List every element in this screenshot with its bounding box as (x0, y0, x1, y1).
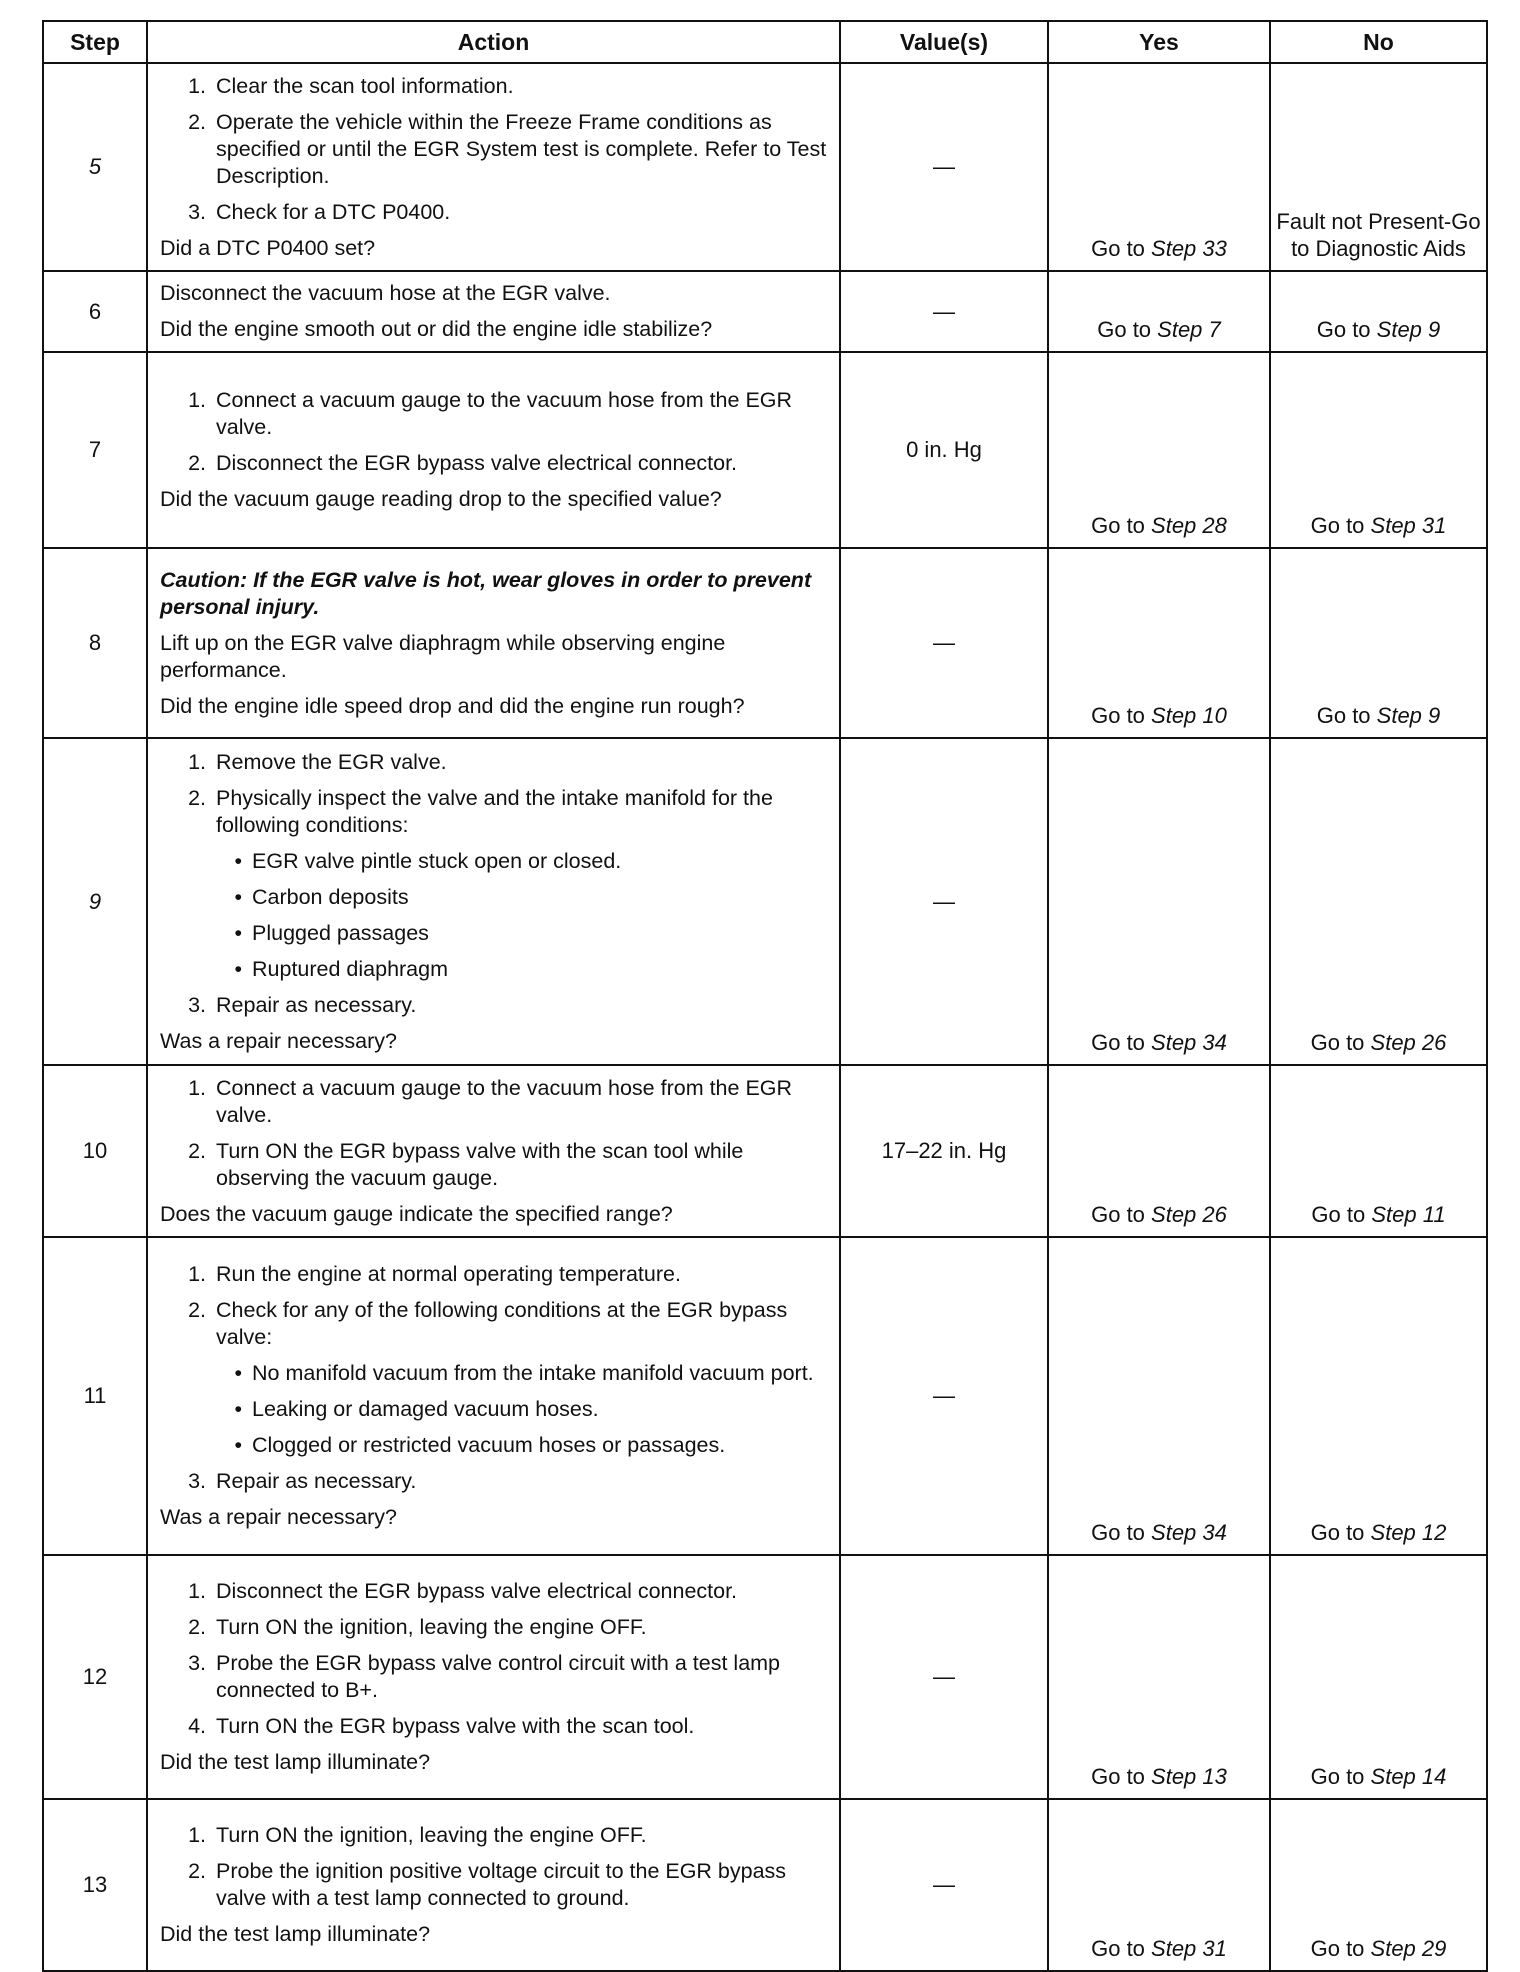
no-goto-step: Step 26 (1370, 1030, 1447, 1055)
instruction-number: 3. (188, 199, 206, 224)
value-cell: — (840, 271, 1048, 352)
instruction-text: Connect a vacuum gauge to the vacuum hose from the EGR valve. (216, 388, 793, 439)
action-cell (147, 1799, 840, 1971)
instruction-text: Physically inspect the valve and the intake manifold for the following conditions: (216, 785, 773, 837)
bullet-text: No manifold vacuum from the intake manifold vacuum port. (252, 1361, 814, 1385)
action-cell (147, 352, 840, 548)
no-cell (1270, 1065, 1487, 1237)
bullet-text: Plugged passages (252, 920, 429, 945)
bullet-item (160, 884, 829, 911)
table-row (43, 1799, 1487, 1971)
bullet-icon: • (234, 1361, 242, 1385)
question-text: Was a repair necessary? (160, 1028, 397, 1053)
instruction-number: 1. (188, 1075, 206, 1100)
numbered-instruction (160, 992, 829, 1019)
instruction-number: 1. (188, 1823, 206, 1847)
header-yes: Yes (1048, 21, 1270, 63)
numbered-instruction (160, 109, 829, 190)
bullet-icon: • (234, 920, 242, 945)
no-goto-prefix: Go to (1310, 1764, 1371, 1789)
yes-goto-step: Step 10 (1151, 703, 1227, 728)
table-row (43, 1555, 1487, 1799)
no-cell (1270, 352, 1487, 548)
yes-cell (1048, 548, 1270, 738)
yes-goto-step: Step 33 (1151, 236, 1227, 261)
header-step: Step (43, 21, 147, 63)
instruction-text: Connect a vacuum gauge to the vacuum hose from the EGR valve. (216, 1075, 793, 1127)
numbered-instruction (160, 387, 829, 441)
instruction-text: Probe the EGR bypass valve control circuit with a test lamp connected to B+. (216, 1651, 781, 1702)
yes-goto-prefix: Go to (1091, 1202, 1152, 1227)
instruction-text: Check for any of the following conditions at the EGR bypass valve: (216, 1298, 788, 1349)
step-number: 9 (43, 738, 147, 1065)
instruction-number: 2. (188, 1859, 206, 1883)
instruction-text: Disconnect the EGR bypass valve electrical connector. (216, 1579, 738, 1603)
instruction-text: Clear the scan tool information. (216, 73, 514, 98)
no-cell (1270, 548, 1487, 738)
yes-goto-step: Step 26 (1151, 1202, 1227, 1227)
no-goto-step: Step 14 (1370, 1764, 1447, 1789)
numbered-instruction (160, 1858, 829, 1912)
instruction-text: Disconnect the vacuum hose at the EGR valve. (160, 281, 611, 305)
step-number: 13 (43, 1799, 147, 1971)
no-goto-prefix: Go to (1316, 703, 1377, 728)
instruction-number: 2. (188, 1298, 206, 1322)
question-text: Did the test lamp illuminate? (160, 1750, 431, 1774)
bullet-icon: • (234, 848, 242, 873)
instruction-text: Turn ON the EGR bypass valve with the scan tool while observing the vacuum gauge. (216, 1138, 744, 1190)
step-number: 10 (43, 1065, 147, 1237)
yes-goto-step: Step 34 (1151, 1520, 1227, 1545)
yes-cell (1048, 352, 1270, 548)
bullet-item (160, 848, 829, 875)
value-cell: — (840, 548, 1048, 738)
yes-cell (1048, 738, 1270, 1065)
yes-goto-prefix: Go to (1091, 1936, 1152, 1961)
numbered-instruction (160, 1297, 829, 1351)
numbered-instruction (160, 450, 829, 477)
numbered-instruction (160, 1713, 829, 1740)
numbered-instruction (160, 1075, 829, 1129)
yes-goto-prefix: Go to (1091, 1030, 1152, 1055)
instruction-number: 4. (188, 1714, 206, 1738)
instruction-number: 2. (188, 109, 206, 134)
table-row (43, 1237, 1487, 1555)
instruction-text: Run the engine at normal operating temperature. (216, 1262, 681, 1286)
action-cell (147, 1237, 840, 1555)
yes-cell (1048, 1237, 1270, 1555)
table-row (43, 63, 1487, 271)
yes-goto-step: Step 34 (1151, 1030, 1227, 1055)
no-cell (1270, 738, 1487, 1065)
no-goto-prefix: Go to (1311, 1202, 1372, 1227)
value-cell: 0 in. Hg (840, 352, 1048, 548)
yes-goto-prefix: Go to (1091, 1520, 1152, 1545)
numbered-instruction (160, 785, 829, 839)
instruction-number: 1. (188, 1579, 206, 1603)
instruction-number: 3. (188, 1651, 206, 1675)
instruction-text: Operate the vehicle within the Freeze Frame conditions as specified or until the EGR System test is complete. Refer to Test Description. (216, 109, 827, 188)
no-goto-prefix: Go to (1316, 317, 1377, 342)
instruction-number: 1. (188, 1262, 206, 1286)
instruction-number: 2. (188, 785, 206, 810)
step-number: 6 (43, 271, 147, 352)
yes-cell (1048, 63, 1270, 271)
no-goto-step: Step 29 (1370, 1936, 1447, 1961)
bullet-text: Leaking or damaged vacuum hoses. (252, 1397, 599, 1421)
bullet-item (160, 956, 829, 983)
numbered-instruction (160, 749, 829, 776)
step-number: 8 (43, 548, 147, 738)
numbered-instruction (160, 1261, 829, 1288)
no-cell (1270, 1799, 1487, 1971)
numbered-instruction (160, 1614, 829, 1641)
instruction-text: Probe the ignition positive voltage circuit to the EGR bypass valve with a test lamp connected to ground. (216, 1859, 787, 1910)
step-number: 11 (43, 1237, 147, 1555)
no-cell (1270, 1237, 1487, 1555)
yes-goto-prefix: Go to (1097, 317, 1158, 342)
no-goto-prefix: Go to (1310, 1030, 1371, 1055)
action-cell (147, 1065, 840, 1237)
question-text: Did the engine smooth out or did the engine idle stabilize? (160, 317, 713, 341)
bullet-item (160, 1396, 829, 1423)
yes-cell (1048, 271, 1270, 352)
numbered-instruction (160, 1468, 829, 1495)
instruction-number: 1. (188, 749, 206, 774)
header-action: Action (147, 21, 840, 63)
numbered-instruction (160, 73, 829, 100)
numbered-instruction (160, 199, 829, 226)
table-row (43, 738, 1487, 1065)
bullet-item (160, 1360, 829, 1387)
table-row (43, 1065, 1487, 1237)
table-row (43, 352, 1487, 548)
instruction-number: 2. (188, 1615, 206, 1639)
instruction-text: Repair as necessary. (216, 1469, 417, 1493)
no-goto-prefix: Go to (1310, 1936, 1371, 1961)
step-number: 12 (43, 1555, 147, 1799)
yes-goto-step: Step 31 (1151, 1936, 1227, 1961)
instruction-number: 1. (188, 73, 206, 98)
yes-goto-step: Step 7 (1157, 317, 1221, 342)
instruction-text: Lift up on the EGR valve diaphragm while observing engine performance. (160, 630, 726, 682)
question-text: Did the engine idle speed drop and did the engine run rough? (160, 693, 745, 718)
action-cell (147, 738, 840, 1065)
no-goto-step: Step 9 (1376, 703, 1441, 728)
step-number: 7 (43, 352, 147, 548)
yes-goto-prefix: Go to (1091, 1764, 1152, 1789)
table-body (43, 63, 1487, 1971)
action-cell (147, 548, 840, 738)
bullet-icon: • (234, 1433, 242, 1457)
bullet-icon: • (234, 1397, 242, 1421)
no-cell (1270, 63, 1487, 271)
no-goto-step: Step 11 (1371, 1202, 1446, 1227)
no-cell (1270, 271, 1487, 352)
action-cell (147, 1555, 840, 1799)
header-no: No (1270, 21, 1487, 63)
instruction-text: Turn ON the ignition, leaving the engine OFF. (216, 1615, 647, 1639)
table-row (43, 548, 1487, 738)
no-goto-prefix: Go to (1310, 1520, 1371, 1545)
instruction-text: Turn ON the ignition, leaving the engine OFF. (216, 1823, 647, 1847)
instruction-number: 3. (188, 1469, 206, 1493)
instruction-text: Turn ON the EGR bypass valve with the scan tool. (216, 1714, 695, 1738)
yes-goto-step: Step 28 (1151, 513, 1227, 538)
value-cell: — (840, 1799, 1048, 1971)
instruction-text: Disconnect the EGR bypass valve electrical connector. (216, 451, 738, 475)
question-text: Did the test lamp illuminate? (160, 1922, 431, 1946)
yes-cell (1048, 1555, 1270, 1799)
header-row (43, 21, 1487, 63)
question-text: Does the vacuum gauge indicate the specified range? (160, 1201, 673, 1226)
no-goto-step: Step 31 (1370, 513, 1447, 538)
bullet-text: Carbon deposits (252, 884, 409, 909)
no-cell (1270, 1555, 1487, 1799)
value-cell: 17–22 in. Hg (840, 1065, 1048, 1237)
question-text: Was a repair necessary? (160, 1505, 397, 1529)
table-row (43, 271, 1487, 352)
numbered-instruction (160, 1822, 829, 1849)
action-cell (147, 63, 840, 271)
bullet-item (160, 1432, 829, 1459)
action-cell (147, 271, 840, 352)
numbered-instruction (160, 1650, 829, 1704)
value-cell: — (840, 63, 1048, 271)
numbered-instruction (160, 1578, 829, 1605)
question-text: Did the vacuum gauge reading drop to the specified value? (160, 487, 722, 511)
instruction-number: 2. (188, 1138, 206, 1163)
bullet-icon: • (234, 956, 242, 981)
question-text: Did a DTC P0400 set? (160, 235, 376, 260)
instruction-number: 2. (188, 451, 206, 475)
bullet-text: EGR valve pintle stuck open or closed. (252, 848, 622, 873)
value-cell: — (840, 1555, 1048, 1799)
instruction-number: 1. (188, 388, 206, 412)
diagnostic-table (42, 20, 1488, 1972)
yes-cell (1048, 1065, 1270, 1237)
bullet-icon: • (234, 884, 242, 909)
step-number: 5 (43, 63, 147, 271)
value-cell: — (840, 738, 1048, 1065)
instruction-number: 3. (188, 992, 206, 1017)
header-values: Value(s) (840, 21, 1048, 63)
no-goto-step: Step 12 (1370, 1520, 1447, 1545)
yes-goto-step: Step 13 (1151, 1764, 1227, 1789)
yes-goto-prefix: Go to (1091, 513, 1152, 538)
yes-cell (1048, 1799, 1270, 1971)
value-cell: — (840, 1237, 1048, 1555)
instruction-text: Repair as necessary. (216, 992, 417, 1017)
bullet-text: Clogged or restricted vacuum hoses or passages. (252, 1433, 726, 1457)
no-goto-prefix: Go to (1310, 513, 1371, 538)
yes-goto-prefix: Go to (1091, 236, 1152, 261)
numbered-instruction (160, 1138, 829, 1192)
yes-goto-prefix: Go to (1091, 703, 1152, 728)
caution-note: Caution: If the EGR valve is hot, wear gloves in order to prevent personal injury. (160, 567, 812, 619)
no-result-text: Fault not Present-Go to Diagnostic Aids (1276, 209, 1481, 261)
bullet-text: Ruptured diaphragm (252, 956, 449, 981)
no-goto-step: Step 9 (1376, 317, 1441, 342)
instruction-text: Check for a DTC P0400. (216, 199, 451, 224)
instruction-text: Remove the EGR valve. (216, 749, 447, 774)
bullet-item (160, 920, 829, 947)
